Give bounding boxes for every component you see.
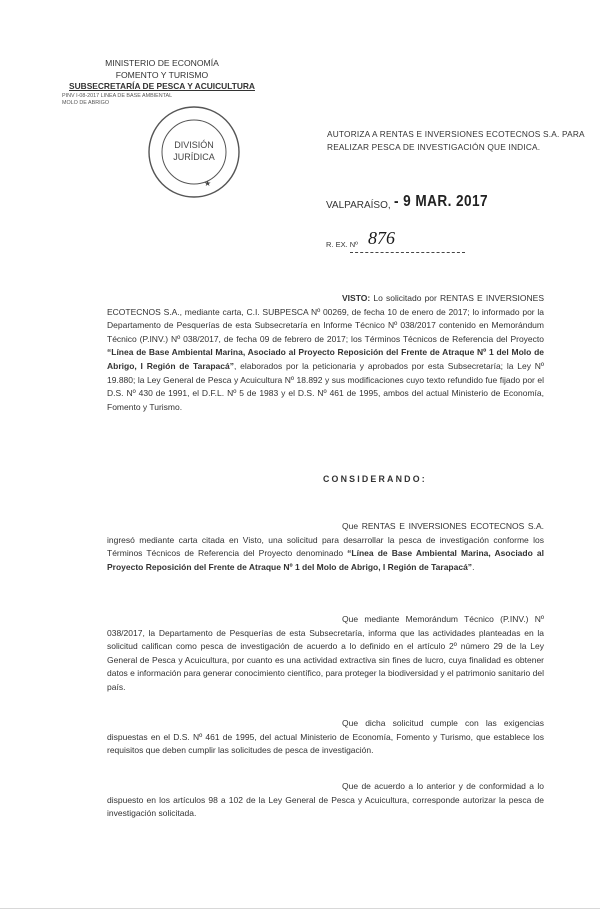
reference-line-1: PINV I-08-2017 LINEA DE BASE AMBIENTAL — [62, 92, 173, 99]
reference-line-2: MOLO DE ABRIGO — [62, 99, 110, 106]
stamp-seal-icon — [146, 104, 242, 200]
ministry-header — [62, 58, 262, 107]
considerando-1-text: Que RENTAS E INVERSIONES ECOTECNOS S.A. ingresó mediante carta citada en Visto, una solicitud para desarrollar la pesca de investigación conforme los Términos Técnicos de Referencia del Proyecto denominado — [107, 521, 544, 559]
visto-paragraph — [107, 292, 544, 414]
stamp-line-2: JURÍDICA — [173, 152, 215, 162]
visto-project-title: “Línea de Base Ambiental Marina, Asociado al Proyecto Reposición del Frente de Atraque Nº 1 del Molo de Abrigo, I Región de Tarapacá” — [107, 347, 544, 371]
svg-text:★: ★ — [204, 179, 212, 188]
considerando-1-end: . — [472, 561, 475, 572]
place-label: VALPARAÍSO, — [326, 200, 391, 211]
division-juridica-stamp — [146, 104, 242, 200]
considerando-paragraph-3 — [107, 717, 544, 758]
ministry-line-2: FOMENTO Y TURISMO — [115, 69, 209, 80]
visto-heading: VISTO: — [342, 293, 371, 303]
considerando-2-text: Que mediante Memorándum Técnico (P.INV.) Nº 038/2017, la Departamento de Pesquerías de esta Subsecretaría, informa que las actividades planteadas en la solicitud califican como pesca de investigación de acuerdo a lo definido en el artículo 2º número 29 de la Ley General de Pesca y Acuicultura, por cuanto es una actividad extractiva sin fines de lucro, cuya finalidad es obtener datos e información para generar conocimiento científico, para proteger la biodiversidad y el patrimonio sanitario del país. — [107, 614, 544, 692]
visto-text-2: , elaborados por la peticionaria y aprobados por esta Subsecretaría; la Ley Nº 19.880; la Ley General de Pesca y Acuicultura Nº 18.892 y sus modificaciones cuyo texto refundido fue fijado por el D.S. Nº 430 de 1991, el D.F.L. Nº 5 de 1983 y el D.S. Nº 461 de 1995, ambos del actual Ministerio de Economía, Fomento y Turismo. — [107, 360, 544, 412]
considerando-heading: CONSIDERANDO: — [323, 474, 427, 484]
resolution-number-line — [350, 252, 465, 253]
resolution-number: 876 — [368, 228, 395, 248]
resolution-label: R. EX. Nº — [326, 240, 358, 249]
considerando-3-text: Que dicha solicitud cumple con las exigencias dispuestas en el D.S. Nº 461 de 1995, del actual Ministerio de Economía, Fomento y Turismo, que establece los requisitos que deben cumplir las solicitudes de pesca de investigación. — [107, 718, 544, 756]
considerando-paragraph-2 — [107, 613, 544, 695]
visto-text-1: Lo solicitado por RENTAS E INVERSIONES ECOTECNOS S.A., mediante carta, C.I. SUBPESCA Nº 00269, de fecha 10 de enero de 2017; lo informado por la Departamento de Pesquerías de esta Subsecretaría en Informe Técnico Nº 038/2017 contenido en Memorándum Técnico (P.INV.) Nº 038/2017, de fecha 09 de febrero de 2017; los Términos Técnicos de Referencia del Proyecto — [107, 293, 544, 344]
stamped-date: - 9 MAR. 2017 — [394, 193, 488, 210]
considerando-4-text: Que de acuerdo a lo anterior y de conformidad a lo dispuesto en los artículos 98 a 102 de la Ley General de Pesca y Acuicultura, corresponde autorizar la pesca de investigación solicitada. — [107, 781, 544, 819]
considerando-paragraph-1 — [107, 520, 544, 574]
subsecretaria-line: SUBSECRETARÍA DE PESCA Y ACUICULTURA — [69, 81, 255, 91]
page-bottom-edge — [0, 908, 600, 909]
stamp-line-1: DIVISIÓN — [174, 140, 214, 150]
ministry-line-1: MINISTERIO DE ECONOMÍA — [105, 58, 219, 68]
resolution-subject: AUTORIZA A RENTAS E INVERSIONES ECOTECNOS S.A. PARA REALIZAR PESCA DE INVESTIGACIÓN QUE INDICA. — [327, 129, 585, 152]
considerando-1-project-title: “Línea de Base Ambiental Marina, Asociado al Proyecto Reposición del Frente de Atraque Nº 1 del Molo de Abrigo, I Región de Tarapacá” — [107, 548, 544, 572]
considerando-paragraph-4 — [107, 780, 544, 821]
